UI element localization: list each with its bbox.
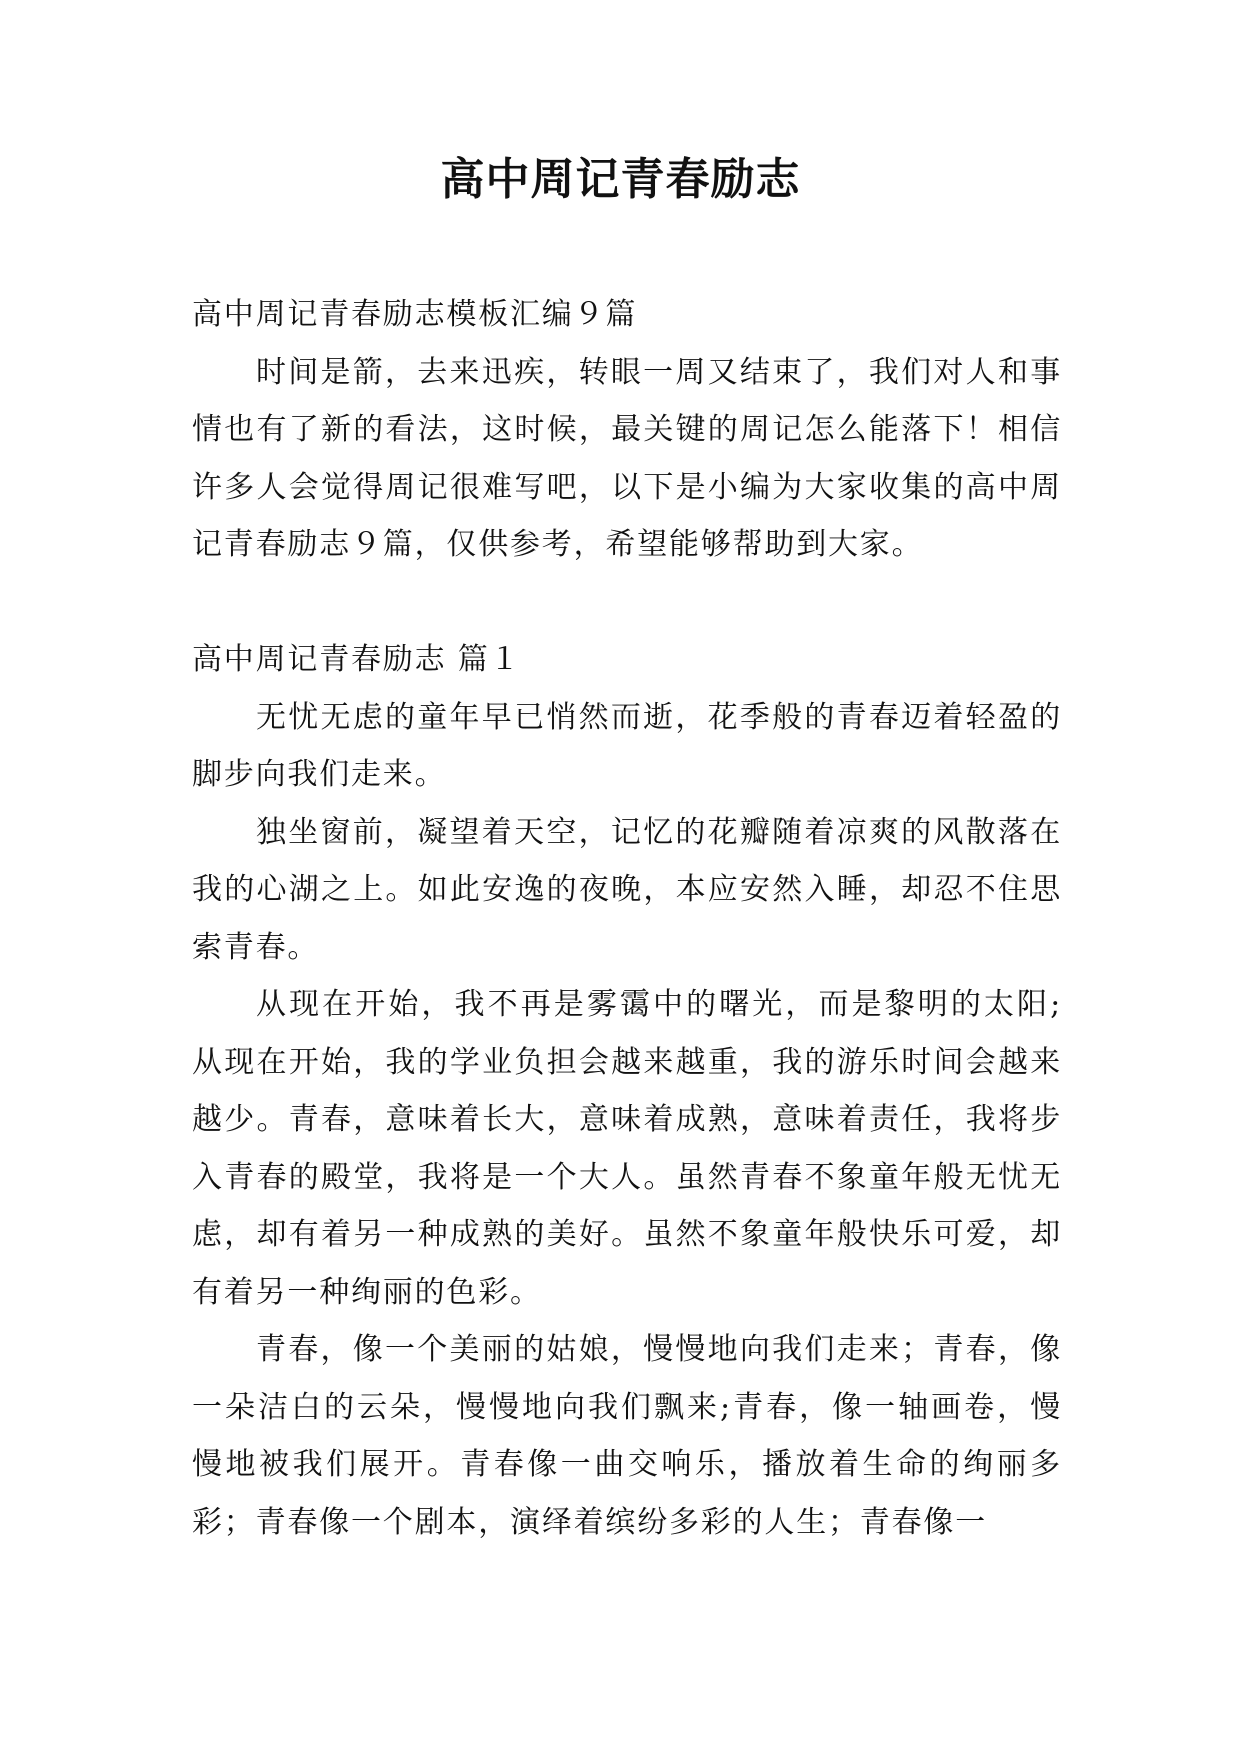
section-heading: 高中周记青春励志 篇１ xyxy=(192,642,522,677)
document-subtitle: 高中周记青春励志模板汇编９篇 xyxy=(192,297,638,332)
body-paragraph: 从现在开始，我不再是雾霭中的曙光，而是黎明的太阳;从现在开始，我的学业负担会越来越重，我的游乐时间会越来越少。青春，意味着长大，意味着成熟，意味着责任，我将步入青春的殿堂，我将是一个大人。虽然青春不象童年般无忧无虑，却有着另一种成熟的美好。虽然不象童年般快乐可爱，却有着另一种绚丽的色彩。 xyxy=(192,987,1062,1310)
section-spacer xyxy=(192,574,1062,632)
document-body xyxy=(192,286,1062,1551)
body-paragraph: 青春，像一个美丽的姑娘，慢慢地向我们走来；青春，像一朵洁白的云朵，慢慢地向我们飘来;青春，像一轴画卷，慢慢地被我们展开。青春像一曲交响乐，播放着生命的绚丽多彩；青春像一个剧本，演绎着缤纷多彩的人生；青春像一 xyxy=(192,1332,1062,1540)
intro-paragraph: 时间是箭，去来迅疾，转眼一周又结束了，我们对人和事情也有了新的看法，这时候，最关键的周记怎么能落下！相信许多人会觉得周记很难写吧，以下是小编为大家收集的高中周记青春励志９篇，仅供参考，希望能够帮助到大家。 xyxy=(192,354,1062,562)
body-paragraph: 独坐窗前，凝望着天空，记忆的花瓣随着凉爽的风散落在我的心湖之上。如此安逸的夜晚，本应安然入睡，却忍不住思索青春。 xyxy=(192,814,1062,965)
body-paragraph: 无忧无虑的童年早已悄然而逝，花季般的青春迈着轻盈的脚步向我们走来。 xyxy=(192,699,1062,792)
document-title: 高中周记青春励志 xyxy=(440,154,801,205)
